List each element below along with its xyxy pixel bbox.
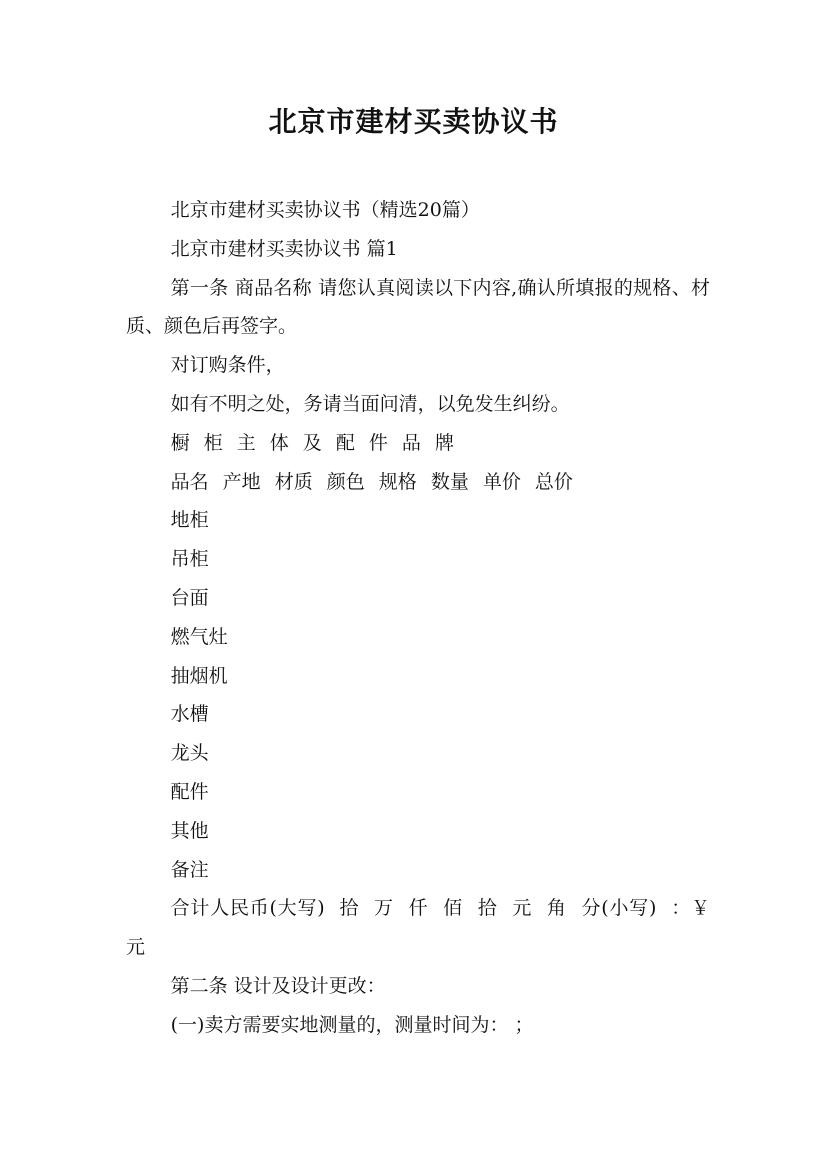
paragraph-questions-notice: 如有不明之处，务请当面问清，以免发生纠纷。 [170,392,570,415]
paragraph-subtitle: 北京市建材买卖协议书（精选20篇） [170,199,480,221]
paragraph-order-conditions: 对订购条件， [170,354,285,377]
paragraph-cabinet-brand: 橱 柜 主 体 及 配 件 品 牌 [170,431,454,454]
list-item: 备注 [170,858,209,881]
list-item: 其他 [170,819,209,842]
paragraph-article-two: 第二条 设计及设计更改： [170,974,386,997]
list-item: 地柜 [170,509,209,532]
paragraph-section-heading: 北京市建材买卖协议书 篇1 [170,237,398,260]
list-item: 燃气灶 [170,625,228,648]
list-item: 抽烟机 [170,664,228,687]
list-item: 水槽 [170,703,209,726]
paragraph-total-amount: 合计人民币(大写) 拾 万 仟 佰 拾 元 角 分(小写) ：￥ 元 [126,897,710,959]
paragraph-article-one: 第一条 商品名称 请您认真阅读以下内容,确认所填报的规格、材质、颜色后再签字。 [126,276,710,338]
paragraph-measurement-time: (一)卖方需要实地测量的，测量时间为： ； [170,1013,534,1036]
document-title: 北京市建材买卖协议书 [268,105,559,138]
list-item: 龙头 [170,742,209,765]
list-item: 吊柜 [170,548,209,571]
document-body [126,191,710,1045]
list-item: 配件 [170,780,209,803]
paragraph-table-header: 品名 产地 材质 颜色 规格 数量 单价 总价 [170,470,573,493]
list-item: 台面 [170,586,209,609]
